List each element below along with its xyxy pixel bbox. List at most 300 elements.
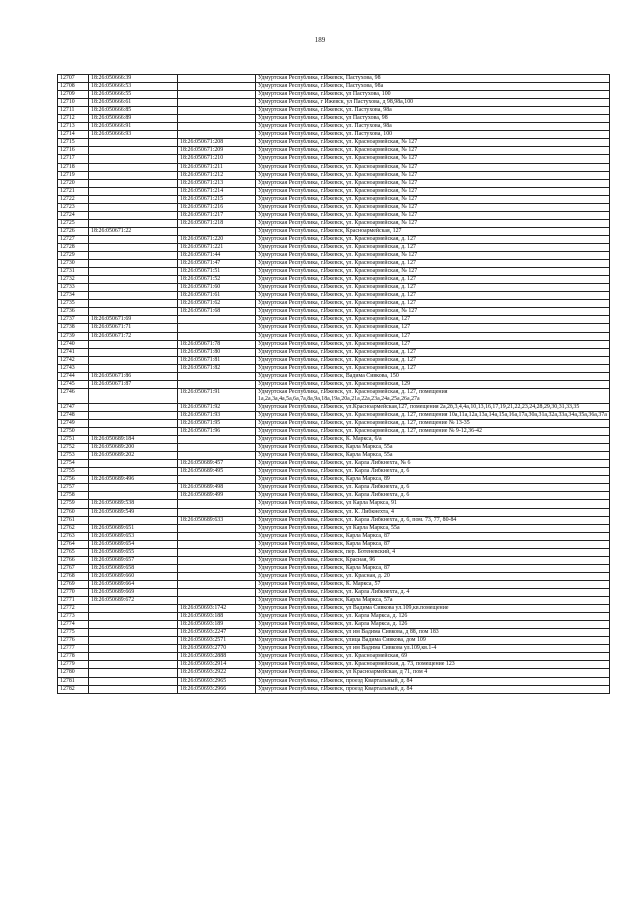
address-cell: Удмуртская Республика, г.Ижевск, Красноармейская, 127	[256, 227, 610, 235]
address-cell: Удмуртская Республика, г.Ижевск, ул. Карла Либкнехта, д. 6	[256, 468, 610, 476]
row-number-cell: 12708	[58, 83, 89, 91]
cadastral-number-2-cell: 18:26:050671:52	[178, 276, 256, 284]
address-cell: Удмуртская Республика, г.Ижевск, ул. Карла Либкнехта, д. 4	[256, 589, 610, 597]
row-number-cell: 12759	[58, 500, 89, 508]
row-number-cell: 12781	[58, 677, 89, 685]
address-cell: Удмуртская Республика, г.Ижевск, ул. Красноармейская, д. 127, помещение № 9-12,36-42	[256, 428, 610, 436]
row-number-cell: 12763	[58, 532, 89, 540]
table-row	[58, 556, 610, 564]
address-cell: Удмуртская Республика, г.Ижевск, ул. Красноармейская, д. 127	[256, 235, 610, 243]
row-number-cell: 12717	[58, 155, 89, 163]
table-row	[58, 243, 610, 251]
cadastral-number-cell: 18:26:050689:651	[89, 524, 178, 532]
cadastral-number-cell	[89, 203, 178, 211]
table-row	[58, 364, 610, 372]
address-cell: Удмуртская Республика, г.Ижевск, ул. Красноармейская, д. 127	[256, 364, 610, 372]
cadastral-number-2-cell: 18:26:050693:2965	[178, 677, 256, 685]
cadastral-number-2-cell	[178, 597, 256, 605]
address-cell: Удмуртская Республика, г.Ижевск, ул. Карла Либкнехта, д. 6	[256, 492, 610, 500]
row-number-cell: 12737	[58, 316, 89, 324]
row-number-cell: 12723	[58, 203, 89, 211]
row-number-cell: 12771	[58, 597, 89, 605]
row-number-cell: 12742	[58, 356, 89, 364]
address-cell: Удмуртская Республика, г.Ижевск, ул. Карла Маркса, д. 126	[256, 621, 610, 629]
cadastral-number-2-cell	[178, 452, 256, 460]
table-row	[58, 179, 610, 187]
cadastral-number-2-cell	[178, 380, 256, 388]
cadastral-number-cell: 18:26:050666:61	[89, 99, 178, 107]
cadastral-number-cell: 18:26:050671:69	[89, 316, 178, 324]
cadastral-number-cell	[89, 276, 178, 284]
address-cell: Удмуртская Республика, г.Ижевск, Карла Маркса, 55а	[256, 452, 610, 460]
row-number-cell: 12762	[58, 524, 89, 532]
row-number-cell: 12741	[58, 348, 89, 356]
cadastral-number-cell	[89, 653, 178, 661]
cadastral-number-cell	[89, 621, 178, 629]
cadastral-number-cell	[89, 235, 178, 243]
cadastral-number-cell	[89, 139, 178, 147]
cadastral-number-cell	[89, 163, 178, 171]
cadastral-number-2-cell	[178, 508, 256, 516]
address-cell: Удмуртская Республика, г.Ижевск, Карла Маркса, 87	[256, 540, 610, 548]
address-cell: Удмуртская Республика, г.Ижевск, К. Маркса, 6/а	[256, 436, 610, 444]
address-cell: Удмуртская Республика, г.Ижевск, Карла Маркса, 87	[256, 564, 610, 572]
address-cell: Удмуртская Республика, г.Ижевск, ул. Красноармейская, д. 127	[256, 348, 610, 356]
cadastral-number-2-cell	[178, 532, 256, 540]
row-number-cell: 12756	[58, 476, 89, 484]
table-row	[58, 139, 610, 147]
cadastral-number-cell: 18:26:050689:654	[89, 540, 178, 548]
cadastral-number-2-cell: 18:26:050693:188	[178, 613, 256, 621]
table-row	[58, 324, 610, 332]
cadastral-number-cell	[89, 388, 178, 403]
row-number-cell: 12707	[58, 75, 89, 83]
table-row	[58, 268, 610, 276]
cadastral-number-2-cell: 18:26:050693:2966	[178, 685, 256, 693]
cadastral-number-2-cell: 18:26:050671:93	[178, 411, 256, 419]
cadastral-number-2-cell	[178, 83, 256, 91]
address-cell: Удмуртская Республика, г.Ижевск, ул. Красноармейская, № 127	[256, 179, 610, 187]
cadastral-number-2-cell	[178, 123, 256, 131]
table-row	[58, 420, 610, 428]
cadastral-number-2-cell: 18:26:050671:221	[178, 243, 256, 251]
address-cell: Удмуртская Республика, г.Ижевск, ул Пастухова, 100	[256, 91, 610, 99]
table-row	[58, 460, 610, 468]
cadastral-number-2-cell: 18:26:050671:96	[178, 428, 256, 436]
address-cell: Удмуртская Республика, г.Ижевск, ул. Красноармейская, д. 127, помещения 1а,2а,3а,4а,5а,6а,7а,8а,9а,18а,19а,20а,21а,22а,23а,24а,25а,26а,27а	[256, 388, 610, 403]
cadastral-number-cell	[89, 179, 178, 187]
cadastral-number-2-cell	[178, 589, 256, 597]
row-number-cell: 12776	[58, 637, 89, 645]
table-row	[58, 356, 610, 364]
cadastral-number-2-cell: 18:26:050671:95	[178, 420, 256, 428]
cadastral-number-2-cell	[178, 556, 256, 564]
cadastral-number-cell	[89, 516, 178, 524]
address-cell: Удмуртская Республика, г.Ижевск, ул. Красноармейская, д. 127	[256, 356, 610, 364]
row-number-cell: 12746	[58, 388, 89, 403]
table-row	[58, 203, 610, 211]
table-row	[58, 428, 610, 436]
cadastral-number-cell	[89, 645, 178, 653]
cadastral-number-cell	[89, 669, 178, 677]
cadastral-number-2-cell: 18:26:050671:91	[178, 388, 256, 403]
cadastral-number-2-cell: 18:26:050689:499	[178, 492, 256, 500]
row-number-cell: 12770	[58, 589, 89, 597]
cadastral-number-2-cell: 18:26:050671:61	[178, 292, 256, 300]
table-row	[58, 260, 610, 268]
address-cell: Удмуртская Республика, г.Ижевск, ул им Вадима Сивкова, д 88, пом 183	[256, 629, 610, 637]
address-cell: Удмуртская Республика, г.Ижевск, улица Вадима Сивкова, дом 109	[256, 637, 610, 645]
address-cell: Удмуртская Республика, г Ижевск, ул Пастухова, д 98,98а,100	[256, 99, 610, 107]
table-row	[58, 621, 610, 629]
table-row	[58, 524, 610, 532]
row-number-cell: 12750	[58, 428, 89, 436]
address-cell: Удмуртская Республика, г.Ижевск, ул. Красноармейская, № 127	[256, 195, 610, 203]
address-cell: Удмуртская Республика, г.Ижевск, ул. Красноармейская, № 127	[256, 308, 610, 316]
table-row	[58, 75, 610, 83]
address-cell: Удмуртская Республика, г.Ижевск, ул. Красноармейская, № 127	[256, 252, 610, 260]
cadastral-number-2-cell	[178, 540, 256, 548]
table-row	[58, 540, 610, 548]
table-row	[58, 548, 610, 556]
table-row	[58, 589, 610, 597]
table-row	[58, 227, 610, 235]
table-row	[58, 476, 610, 484]
address-cell: Удмуртская Республика, г.Ижевск, ул. Красноармейская, № 127	[256, 219, 610, 227]
address-cell: Удмуртская Республика, г.Ижевск, ул. Красноармейская, № 127	[256, 139, 610, 147]
row-number-cell: 12749	[58, 420, 89, 428]
cadastral-number-cell: 18:26:050689:496	[89, 476, 178, 484]
address-cell: Удмуртская Республика, г.Ижевск, ул. Красноармейская, д. 127	[256, 260, 610, 268]
row-number-cell: 12719	[58, 171, 89, 179]
address-cell: Удмуртская Республика, г.Ижевск, ул. Красноармейская, д. 127	[256, 284, 610, 292]
row-number-cell: 12735	[58, 300, 89, 308]
page-number: 189	[314, 36, 326, 44]
cadastral-number-cell: 18:26:050689:669	[89, 589, 178, 597]
table-row	[58, 187, 610, 195]
cadastral-number-cell	[89, 677, 178, 685]
address-cell: Удмуртская Республика, г.Ижевск, ул. Пастухова, 100	[256, 131, 610, 139]
row-number-cell: 12743	[58, 364, 89, 372]
address-cell: Удмуртская Республика, г.Ижевск, ул. Красноармейская, № 127	[256, 171, 610, 179]
cadastral-number-cell: 18:26:050666:91	[89, 123, 178, 131]
row-number-cell: 12736	[58, 308, 89, 316]
address-cell: Удмуртская Республика, г.Ижевск, ул. Пастухова, 98а	[256, 123, 610, 131]
table-row	[58, 171, 610, 179]
table-row	[58, 219, 610, 227]
cadastral-number-2-cell	[178, 91, 256, 99]
cadastral-number-cell	[89, 403, 178, 411]
address-cell: Удмуртская Республика, г.Ижевск, ул. Красноармейская, 69	[256, 653, 610, 661]
cadastral-number-cell	[89, 243, 178, 251]
cadastral-number-cell: 18:26:050689:538	[89, 500, 178, 508]
row-number-cell: 12714	[58, 131, 89, 139]
address-cell: Удмуртская Республика, г.Ижевск, ул им Вадима Сивкова ул.109,кв.1-4	[256, 645, 610, 653]
row-number-cell: 12722	[58, 195, 89, 203]
table-row	[58, 163, 610, 171]
row-number-cell: 12738	[58, 324, 89, 332]
cadastral-number-cell	[89, 605, 178, 613]
cadastral-number-2-cell: 18:26:050671:44	[178, 252, 256, 260]
cadastral-number-2-cell	[178, 372, 256, 380]
address-cell: Удмуртская Республика, г.Ижевск, ул. Красная, д. 20	[256, 572, 610, 580]
address-cell: Удмуртская Республика, г.Ижевск, Карла Маркса, 57а	[256, 597, 610, 605]
table-row	[58, 669, 610, 677]
cadastral-number-2-cell	[178, 548, 256, 556]
row-number-cell: 12726	[58, 227, 89, 235]
table-row	[58, 661, 610, 669]
row-number-cell: 12752	[58, 444, 89, 452]
row-number-cell: 12760	[58, 508, 89, 516]
table-row	[58, 516, 610, 524]
cadastral-number-cell	[89, 460, 178, 468]
cadastral-number-2-cell	[178, 115, 256, 123]
cadastral-number-cell: 18:26:050689:200	[89, 444, 178, 452]
table-row	[58, 484, 610, 492]
cadastral-number-cell: 18:26:050689:549	[89, 508, 178, 516]
table-row	[58, 452, 610, 460]
cadastral-number-2-cell: 18:26:050671:211	[178, 163, 256, 171]
row-number-cell: 12720	[58, 179, 89, 187]
cadastral-number-cell: 18:26:050689:655	[89, 548, 178, 556]
address-cell: Удмуртская Республика, г.Ижевск, ул. Красноармейская, д. 127, помещение № 13-35	[256, 420, 610, 428]
address-cell: Удмуртская Республика, г.Ижевск, пер. Ботеневский, 4	[256, 548, 610, 556]
address-cell: Удмуртская Республика, г.Ижевск, ул. Красноармейская, № 127	[256, 155, 610, 163]
row-number-cell: 12765	[58, 548, 89, 556]
cadastral-number-cell	[89, 147, 178, 155]
table-row	[58, 645, 610, 653]
cadastral-number-2-cell: 18:26:050689:457	[178, 460, 256, 468]
table-row	[58, 629, 610, 637]
cadastral-number-cell: 18:26:050689:658	[89, 564, 178, 572]
row-number-cell: 12712	[58, 115, 89, 123]
row-number-cell: 12715	[58, 139, 89, 147]
cadastral-number-cell	[89, 484, 178, 492]
row-number-cell: 12721	[58, 187, 89, 195]
table-row	[58, 388, 610, 403]
cadastral-number-2-cell: 18:26:050689:495	[178, 468, 256, 476]
table-row	[58, 292, 610, 300]
address-cell: Удмуртская Республика, г.Ижевск, Карла Маркса, 89	[256, 476, 610, 484]
cadastral-number-2-cell: 18:26:050671:60	[178, 284, 256, 292]
address-cell: Удмуртская Республика, г.Ижевск, ул. Карла Либкнехта, д. 6	[256, 484, 610, 492]
cadastral-number-cell: 18:26:050666:85	[89, 107, 178, 115]
table-row	[58, 211, 610, 219]
table-row	[58, 411, 610, 419]
row-number-cell: 12718	[58, 163, 89, 171]
row-number-cell: 12767	[58, 564, 89, 572]
cadastral-number-2-cell: 18:26:050671:213	[178, 179, 256, 187]
cadastral-number-2-cell	[178, 131, 256, 139]
cadastral-number-cell: 18:26:050689:653	[89, 532, 178, 540]
cadastral-number-2-cell: 18:26:050671:215	[178, 195, 256, 203]
cadastral-number-cell: 18:26:050689:184	[89, 436, 178, 444]
cadastral-number-cell: 18:26:050689:660	[89, 572, 178, 580]
cadastral-number-cell	[89, 252, 178, 260]
address-cell: Удмуртская Республика, г.Ижевск, Пастухова, 98а	[256, 83, 610, 91]
table-row	[58, 235, 610, 243]
address-cell: Удмуртская Республика, г.Ижевск, ул. Красноармейская, № 127	[256, 163, 610, 171]
row-number-cell: 12731	[58, 268, 89, 276]
table-row	[58, 572, 610, 580]
address-cell: Удмуртская Республика, г.Ижевск, проезд Квартальный, д. 84	[256, 685, 610, 693]
row-number-cell: 12716	[58, 147, 89, 155]
table-row	[58, 147, 610, 155]
row-number-cell: 12761	[58, 516, 89, 524]
address-cell: Удмуртская Республика, г.Ижевск, Карла Маркса, 55а	[256, 444, 610, 452]
cadastral-number-cell	[89, 364, 178, 372]
cadastral-number-2-cell	[178, 444, 256, 452]
cadastral-number-cell: 18:26:050689:657	[89, 556, 178, 564]
cadastral-number-2-cell: 18:26:050671:212	[178, 171, 256, 179]
row-number-cell: 12733	[58, 284, 89, 292]
address-cell: Удмуртская Республика, г.Ижевск, ул. Красноармейская, д. 73, помещение 123	[256, 661, 610, 669]
cadastral-number-2-cell	[178, 436, 256, 444]
address-cell: Удмуртская Республика, г.Ижевск, Карла Маркса, 87	[256, 532, 610, 540]
cadastral-number-cell: 18:26:050666:53	[89, 83, 178, 91]
cadastral-number-2-cell	[178, 524, 256, 532]
cadastral-number-cell	[89, 219, 178, 227]
cadastral-number-cell	[89, 492, 178, 500]
row-number-cell: 12782	[58, 685, 89, 693]
table-row	[58, 637, 610, 645]
address-cell: Удмуртская Республика, г.Ижевск, ул. Карла Либкнехта, № 6	[256, 460, 610, 468]
cadastral-number-2-cell	[178, 500, 256, 508]
row-number-cell: 12740	[58, 340, 89, 348]
table-row	[58, 348, 610, 356]
address-cell: Удмуртская Республика, г.Ижевск, ул. Красноармейская, 129	[256, 380, 610, 388]
cadastral-number-2-cell	[178, 572, 256, 580]
address-cell: Удмуртская Республика, г.Ижевск, ул Карла Маркса, 91	[256, 500, 610, 508]
cadastral-number-2-cell: 18:26:050693:2914	[178, 661, 256, 669]
table-row	[58, 107, 610, 115]
cadastral-number-cell	[89, 300, 178, 308]
cadastral-number-2-cell: 18:26:050671:218	[178, 219, 256, 227]
cadastral-number-cell: 18:26:050689:672	[89, 597, 178, 605]
address-cell: Удмуртская Республика, г.Ижевск, ул. Красноармейская, № 127	[256, 187, 610, 195]
address-cell: Удмуртская Республика, г.Ижевск, ул. Красноармейская, 127	[256, 340, 610, 348]
row-number-cell: 12711	[58, 107, 89, 115]
row-number-cell: 12754	[58, 460, 89, 468]
cadastral-number-2-cell: 18:26:050671:78	[178, 340, 256, 348]
row-number-cell: 12732	[58, 276, 89, 284]
cadastral-number-cell	[89, 260, 178, 268]
table-row	[58, 564, 610, 572]
address-cell: Удмуртская Республика, г.Ижевск, ул. Карла Либкнехта, д. 6, пом. 73, 77, 80-84	[256, 516, 610, 524]
cadastral-number-2-cell: 18:26:050693:2571	[178, 637, 256, 645]
cadastral-number-2-cell: 18:26:050671:47	[178, 260, 256, 268]
table-row	[58, 91, 610, 99]
table-row	[58, 99, 610, 107]
row-number-cell: 12775	[58, 629, 89, 637]
row-number-cell: 12727	[58, 235, 89, 243]
address-cell: Удмуртская Республика, г.Ижевск, К. Маркса, 57	[256, 580, 610, 588]
cadastral-number-2-cell	[178, 99, 256, 107]
cadastral-number-cell	[89, 629, 178, 637]
cadastral-number-cell: 18:26:050666:89	[89, 115, 178, 123]
row-number-cell: 12739	[58, 332, 89, 340]
cadastral-number-cell	[89, 155, 178, 163]
cadastral-number-cell: 18:26:050689:202	[89, 452, 178, 460]
cadastral-number-cell: 18:26:050689:664	[89, 580, 178, 588]
table-row	[58, 115, 610, 123]
address-cell: Удмуртская Республика, г.Ижевск, ул. Красноармейская, № 127	[256, 268, 610, 276]
row-number-cell: 12710	[58, 99, 89, 107]
register-table-body	[58, 75, 610, 694]
row-number-cell: 12744	[58, 372, 89, 380]
table-row	[58, 597, 610, 605]
row-number-cell: 12728	[58, 243, 89, 251]
cadastral-number-cell: 18:26:050671:71	[89, 324, 178, 332]
cadastral-number-cell	[89, 420, 178, 428]
cadastral-number-cell	[89, 411, 178, 419]
cadastral-number-cell	[89, 468, 178, 476]
cadastral-number-cell	[89, 292, 178, 300]
cadastral-number-2-cell: 18:26:050693:2922	[178, 669, 256, 677]
cadastral-number-2-cell: 18:26:050693:2770	[178, 645, 256, 653]
row-number-cell: 12774	[58, 621, 89, 629]
register-table	[57, 74, 610, 694]
cadastral-number-cell	[89, 685, 178, 693]
cadastral-number-cell	[89, 171, 178, 179]
cadastral-number-2-cell: 18:26:050693:2247	[178, 629, 256, 637]
table-row	[58, 532, 610, 540]
row-number-cell: 12713	[58, 123, 89, 131]
cadastral-number-cell	[89, 428, 178, 436]
table-row	[58, 380, 610, 388]
table-row	[58, 340, 610, 348]
cadastral-number-2-cell: 18:26:050689:498	[178, 484, 256, 492]
table-row	[58, 580, 610, 588]
cadastral-number-2-cell	[178, 476, 256, 484]
address-cell: Удмуртская Республика, г.Ижевск, ул.Красноармейская,127, помещения 2а,2б,3,4,4а,10,13,16,17,19,21,22,23,24,28,29,30,31,33,35	[256, 403, 610, 411]
row-number-cell: 12768	[58, 572, 89, 580]
cadastral-number-2-cell	[178, 564, 256, 572]
row-number-cell: 12755	[58, 468, 89, 476]
address-cell: Удмуртская Республика, г.Ижевск, ул. К. Либкнехта, 4	[256, 508, 610, 516]
table-row	[58, 372, 610, 380]
cadastral-number-2-cell: 18:26:050689:633	[178, 516, 256, 524]
cadastral-number-cell: 18:26:050671:87	[89, 380, 178, 388]
address-cell: Удмуртская Республика, г.Ижевск, ул. Карла Маркса, д. 126	[256, 613, 610, 621]
row-number-cell: 12772	[58, 605, 89, 613]
row-number-cell: 12724	[58, 211, 89, 219]
cadastral-number-2-cell: 18:26:050693:2888	[178, 653, 256, 661]
address-cell: Удмуртская Республика, г.Ижевск, ул. Красноармейская, д. 127	[256, 292, 610, 300]
cadastral-number-cell	[89, 211, 178, 219]
cadastral-number-cell: 18:26:050671:86	[89, 372, 178, 380]
table-row	[58, 653, 610, 661]
table-row	[58, 195, 610, 203]
cadastral-number-2-cell: 18:26:050671:208	[178, 139, 256, 147]
table-row	[58, 155, 610, 163]
cadastral-number-2-cell	[178, 332, 256, 340]
cadastral-number-cell	[89, 348, 178, 356]
cadastral-number-2-cell: 18:26:050671:80	[178, 348, 256, 356]
table-row	[58, 252, 610, 260]
address-cell: Удмуртская Республика, г.Ижевск, Пастухова, 98	[256, 75, 610, 83]
table-row	[58, 308, 610, 316]
row-number-cell: 12753	[58, 452, 89, 460]
table-row	[58, 685, 610, 693]
address-cell: Удмуртская Республика, г.Ижевск, ул. Пастухова, 98а	[256, 107, 610, 115]
cadastral-number-2-cell	[178, 75, 256, 83]
cadastral-number-2-cell: 18:26:050671:217	[178, 211, 256, 219]
address-cell: Удмуртская Республика, г.Ижевск, Вадима Сивкова, 150	[256, 372, 610, 380]
row-number-cell: 12758	[58, 492, 89, 500]
address-cell: Удмуртская Республика, г.Ижевск, проезд Квартальный, д. 84	[256, 677, 610, 685]
address-cell: Удмуртская Республика, г.Ижевск, ул. Красноармейская, № 127	[256, 203, 610, 211]
